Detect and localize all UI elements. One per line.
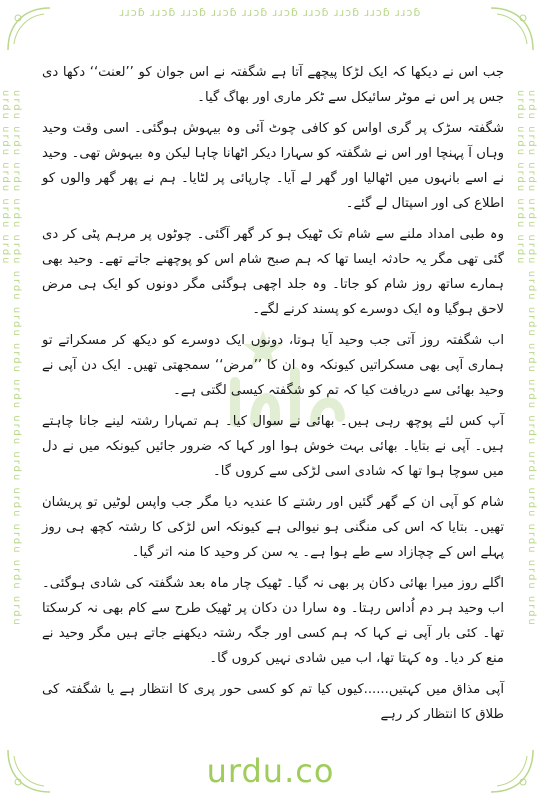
paragraph: آپی مذاق میں کہتیں......کیوں کیا تم کو کسی حور پری کا انتظار ہے یا شگفتہ کی طلاق کا انتظار کر رہے [42,682,504,722]
left-decorative-border: urdu urdu urdu urdu urdu urdu urdu urdu urdu urdu urdu urdu urdu urdu urdu urdu urdu urdu urdu urdu [0,90,22,627]
paragraph: اگلے روز میرا بھائی دکان پر بھی نہ گیا۔ ٹھیک چار ماہ بعد شگفتہ کی شادی ہوگئی۔ اب وحید ہر دم اُداس رہتا۔ وہ سارا دن دکان پر ٹھیک طرح سے کام بھی نہ کرسکتا تھا۔ کئی بار آپی نے کہا کہ ہم کسی اور جگہ رشتہ دیکھنے جاتے ہیں مگر وحید نے منع کر دیا۔ وہ کہتا تھا، اب میں شادی نہیں کروں گا۔ [42,576,504,666]
corner-ornament-top-right [487,4,537,54]
paragraph: اب شگفتہ روز آتی جب وحید آیا ہوتا، دونوں ایک دوسرے کو دیکھ کر مسکراتے تو ہماری آپی بھی مسکراتیں کیونکہ وہ ان کا ’’مرض‘‘ سمجھتی تھیں۔ ایک دن آپی نے وحید بھائی سے دریافت کیا کہ تم کو شگفتہ کیسی لگتی ہے۔ [42,333,504,398]
top-decorative-border: ɹɹɔɓ ɹɹɔɓ ɹɹɔɓ ɹɹɔɓ ɹɹɔɓ ɹɹɔɓ ɹɹɔɓ ɹɹɔɓ ɹɹɔɓ ɹɹɔɓ [119,6,422,19]
paragraph: جب اس نے دیکھا کہ ایک لڑکا پیچھے آتا ہے شگفتہ نے اس جوان کو ’’لعنت‘‘ دکھا دی جس پر اس نے موٹر سائیکل سے ٹکر ماری اور بھاگ گیا۔ [42,65,504,105]
paragraph: وہ طبی امداد ملنے سے شام تک ٹھیک ہو کر گھر آگئی۔ چوٹوں پر مرہم پٹی کر دی گئی تھی مگر یہ حادثہ ایسا تھا کہ ہم صبح شام اس کو پوچھنے جاتے تھے۔ وحید بھی ہمارے ساتھ روز شام کو جاتا۔ وہ جلد اچھی ہوگئی مگر دونوں کو ایک ہی مرض لاحق ہوگیا وہ ایک دوسرے کو پسند کرنے لگے۔ [42,227,504,317]
footer-brand: urdu.co [206,752,335,790]
right-decorative-border: urdu urdu urdu urdu urdu urdu urdu urdu urdu urdu urdu urdu urdu urdu urdu urdu urdu urdu urdu urdu [515,90,537,627]
paragraph: شام کو آپی ان کے گھر گئیں اور رشتے کا عندیہ دیا مگر جب واپس لوٹیں تو پریشان تھیں۔ بتایا کہ اس کی منگنی ہو نیوالی ہے کیونکہ اس لڑکی کا رشتہ کچھ ہی روز پہلے اس کے چچازاد سے طے ہوا ہے۔ یہ سن کر وحید کا منہ اتر گیا۔ [42,495,504,560]
corner-ornament-top-left [4,4,54,54]
paragraph: شگفتہ سڑک پر گری اواس کو کافی چوٹ آئی وہ بیہوش ہوگئی۔ اسی وقت وحید وہاں آ پہنچا اور اس نے شگفتہ کو سہارا دیکر اٹھانا چاہا لیکن وہ بیہوش تھی۔ وحید نے اسے بانہوں میں اٹھالیا اور گھر لے آیا۔ چارپائی پر لٹایا۔ ہم نے پھر گھر والوں کو اطلاع کی اور اسپتال لے گئے۔ [42,121,504,211]
paragraph: آپ کس لئے پوچھ رہی ہیں۔ بھائی نے سوال کیا۔ ہم تمہارا رشتہ لینے جانا چاہتے ہیں۔ آپی نے بتایا۔ بھائی بہت خوش ہوا اور کہا کہ ضرور جائیں کیونکہ میں نے دل میں سوچا ہوا تھا کہ شادی اسی لڑکی سے کروں گا۔ [42,414,504,479]
article-body [42,60,504,733]
